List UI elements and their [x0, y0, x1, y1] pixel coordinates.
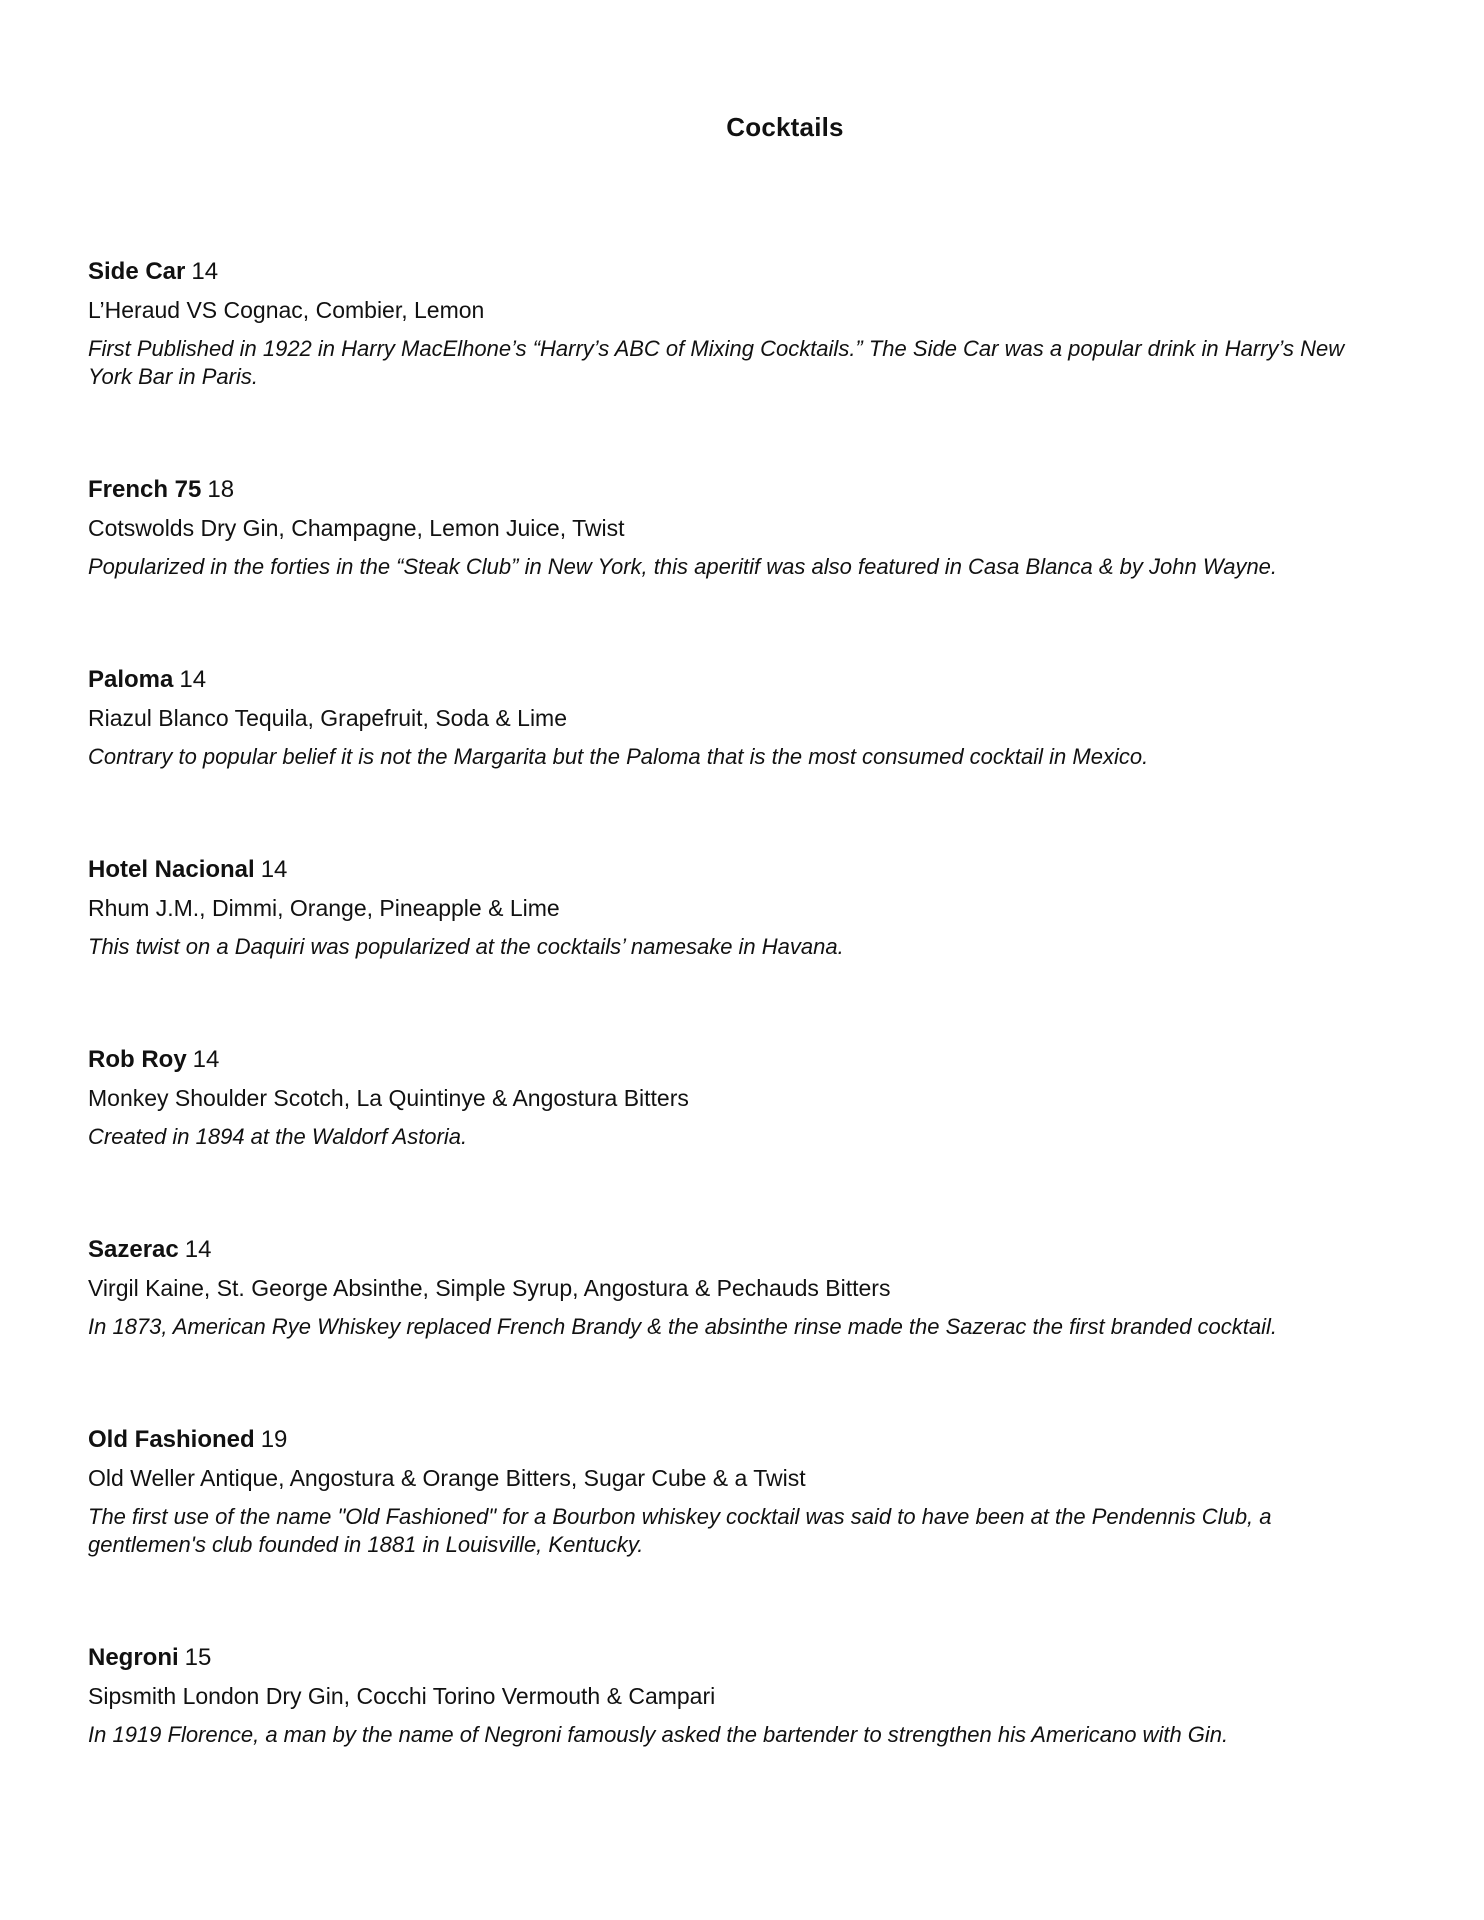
- cocktail-item: [88, 1231, 1378, 1341]
- cocktail-heading: [88, 1041, 1378, 1079]
- cocktail-note: In 1873, American Rye Whiskey replaced French Brandy & the absinthe rinse made the Sazerac the first branded cocktail.: [88, 1314, 1278, 1339]
- cocktail-note: Popularized in the forties in the “Steak Club” in New York, this aperitif was also featured in Casa Blanca & by John Wayne.: [88, 554, 1278, 579]
- cocktail-price: 14: [192, 1046, 220, 1073]
- cocktail-note: This twist on a Daquiri was popularized at the cocktails’ namesake in Havana.: [88, 934, 844, 959]
- cocktail-item: [88, 253, 1378, 391]
- cocktail-note: The first use of the name "Old Fashioned" for a Bourbon whiskey cocktail was said to have been at the Pendennis Club, a gentlemen's club founded in 1881 in Louisville, Kentucky.: [88, 1504, 1272, 1557]
- cocktail-name: Rob Roy: [88, 1046, 187, 1073]
- cocktail-item: [88, 851, 1378, 961]
- cocktail-heading: [88, 851, 1378, 889]
- cocktail-ingredients: Monkey Shoulder Scotch, La Quintinye & Angostura Bitters: [88, 1085, 689, 1111]
- cocktail-ingredients: Virgil Kaine, St. George Absinthe, Simple Syrup, Angostura & Pechauds Bitters: [88, 1275, 891, 1301]
- cocktail-name: Hotel Nacional: [88, 856, 255, 883]
- cocktail-name: Paloma: [88, 666, 174, 693]
- cocktail-ingredients: Sipsmith London Dry Gin, Cocchi Torino Vermouth & Campari: [88, 1683, 716, 1709]
- cocktail-heading: [88, 1421, 1378, 1459]
- cocktail-price: 18: [207, 476, 235, 503]
- cocktail-name: Old Fashioned: [88, 1426, 255, 1453]
- cocktail-ingredients: Old Weller Antique, Angostura & Orange Bitters, Sugar Cube & a Twist: [88, 1465, 806, 1491]
- cocktail-name: French 75: [88, 476, 202, 503]
- cocktail-heading: [88, 1231, 1378, 1269]
- cocktail-note: In 1919 Florence, a man by the name of Negroni famously asked the bartender to strengthen his Americano with Gin.: [88, 1722, 1229, 1747]
- cocktail-ingredients: L’Heraud VS Cognac, Combier, Lemon: [88, 297, 485, 323]
- cocktail-heading: [88, 253, 1378, 291]
- cocktail-note: Contrary to popular belief it is not the Margarita but the Paloma that is the most consumed cocktail in Mexico.: [88, 744, 1149, 769]
- cocktail-price: 14: [260, 856, 288, 883]
- cocktail-name: Negroni: [88, 1644, 179, 1671]
- cocktail-heading: [88, 471, 1378, 509]
- cocktail-ingredients: Riazul Blanco Tequila, Grapefruit, Soda & Lime: [88, 705, 568, 731]
- page-title: Cocktails: [726, 112, 844, 142]
- cocktail-heading: [88, 1639, 1378, 1677]
- cocktail-ingredients: Cotswolds Dry Gin, Champagne, Lemon Juice, Twist: [88, 515, 625, 541]
- cocktail-note: Created in 1894 at the Waldorf Astoria.: [88, 1124, 468, 1149]
- cocktail-price: 14: [191, 258, 219, 285]
- cocktail-ingredients: Rhum J.M., Dimmi, Orange, Pineapple & Lime: [88, 895, 560, 921]
- cocktail-price: 14: [184, 1236, 212, 1263]
- cocktail-name: Sazerac: [88, 1236, 179, 1263]
- cocktail-name: Side Car: [88, 258, 186, 285]
- cocktail-price: 15: [184, 1644, 212, 1671]
- cocktail-price: 19: [260, 1426, 288, 1453]
- cocktail-list: [88, 253, 1378, 1829]
- cocktail-heading: [88, 661, 1378, 699]
- cocktail-item: [88, 1041, 1378, 1151]
- cocktail-note: First Published in 1922 in Harry MacElhone’s “Harry’s ABC of Mixing Cocktails.” The Side Car was a popular drink in Harry’s New York Bar in Paris.: [88, 336, 1345, 389]
- cocktail-item: [88, 471, 1378, 581]
- cocktail-item: [88, 661, 1378, 771]
- cocktail-item: [88, 1639, 1378, 1749]
- cocktail-price: 14: [179, 666, 207, 693]
- cocktail-item: [88, 1421, 1378, 1559]
